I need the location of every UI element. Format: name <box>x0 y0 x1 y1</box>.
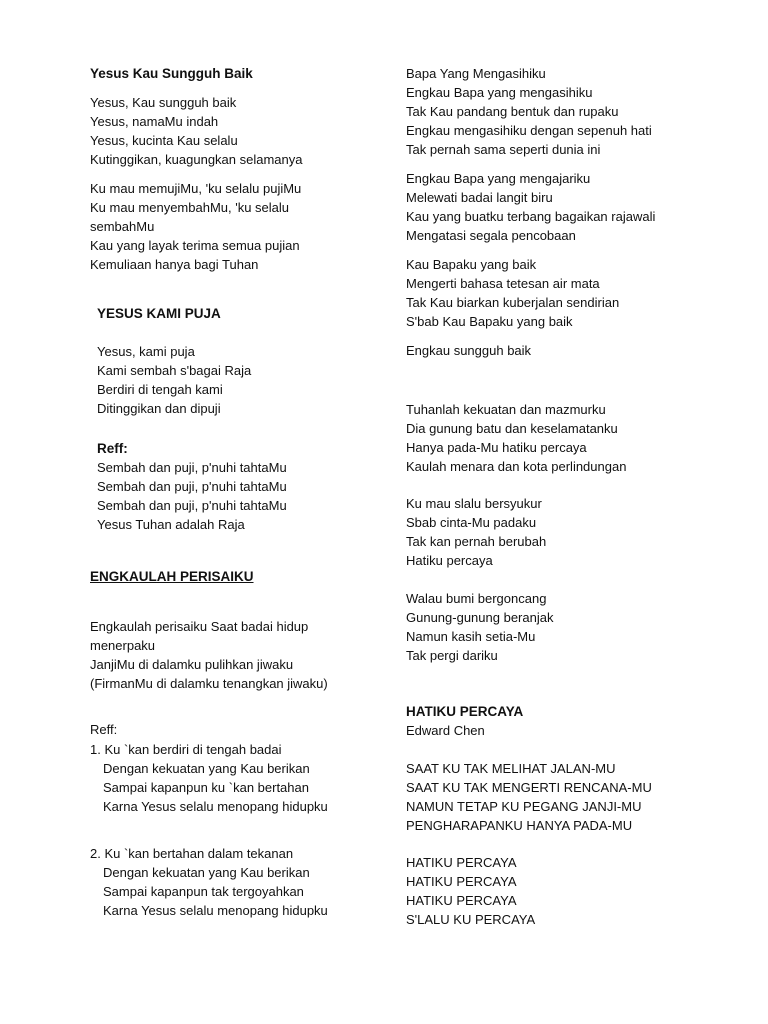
lyric-line: sembahMu <box>90 219 155 234</box>
lyric-line: Mengatasi segala pencobaan <box>406 228 576 243</box>
hatiku-verse-1 <box>406 759 652 835</box>
lyric-line: Ku mau slalu bersyukur <box>406 496 542 511</box>
lyric-line: Engkau mengasihiku dengan sepenuh hati <box>406 123 652 138</box>
lyric-line: HATIKU PERCAYA <box>406 893 517 908</box>
lyric-line: 1. Ku `kan berdiri di tengah badai <box>90 742 282 757</box>
lyric-line: Tuhanlah kekuatan dan mazmurku <box>406 402 606 417</box>
lyric-line: Ku mau memujiMu, 'ku selalu pujiMu <box>90 181 302 196</box>
lyric-line: Karna Yesus selalu menopang hidupku <box>103 799 328 814</box>
right-verse-1 <box>406 64 652 159</box>
right-verse-6 <box>406 494 546 570</box>
song-title-yesus-kami-puja: YESUS KAMI PUJA <box>97 306 221 321</box>
lyric-line: Yesus, Kau sungguh baik <box>90 95 237 110</box>
lyric-line: Gunung-gunung beranjak <box>406 610 554 625</box>
lyric-line: Dengan kekuatan yang Kau berikan <box>103 865 310 880</box>
right-verse-2 <box>406 169 655 245</box>
lyric-line: Tak pernah sama seperti dunia ini <box>406 142 601 157</box>
lyric-line: Hanya pada-Mu hatiku percaya <box>406 440 587 455</box>
lyric-line: Yesus, kami puja <box>97 344 195 359</box>
lyric-line: Ditinggikan dan dipuji <box>97 401 221 416</box>
song3-part1 <box>90 740 328 816</box>
song3-reff-label: Reff: <box>90 722 118 737</box>
song1-verse1 <box>90 93 302 169</box>
lyric-line: SAAT KU TAK MENGERTI RENCANA-MU <box>406 780 652 795</box>
lyric-line: Kaulah menara dan kota perlindungan <box>406 459 627 474</box>
lyric-line: Kemuliaan hanya bagi Tuhan <box>90 257 259 272</box>
lyric-line: Tak Kau biarkan kuberjalan sendirian <box>406 295 620 310</box>
song2-verse <box>97 342 251 418</box>
lyric-line: Dengan kekuatan yang Kau berikan <box>103 761 310 776</box>
lyric-line: S'bab Kau Bapaku yang baik <box>406 314 573 329</box>
lyric-line: Kutinggikan, kuagungkan selamanya <box>90 152 303 167</box>
song-author: Edward Chen <box>406 723 485 738</box>
song-title-engkaulah-perisaiku: ENGKAULAH PERISAIKU <box>90 569 254 584</box>
lyric-line: Engkaulah perisaiku Saat badai hidup <box>90 619 309 634</box>
lyric-line: Tak pergi dariku <box>406 648 498 663</box>
lyric-line: Mengerti bahasa tetesan air mata <box>406 276 600 291</box>
lyric-line: menerpaku <box>90 638 156 653</box>
lyric-line: (FirmanMu di dalamku tenangkan jiwaku) <box>90 676 328 691</box>
lyric-line: Tak kan pernah berubah <box>406 534 547 549</box>
lyric-line: JanjiMu di dalamku pulihkan jiwaku <box>90 657 294 672</box>
lyric-line: HATIKU PERCAYA <box>406 874 517 889</box>
lyric-line: Kau Bapaku yang baik <box>406 257 537 272</box>
lyric-line: Bapa Yang Mengasihiku <box>406 66 546 81</box>
lyric-line: Sembah dan puji, p'nuhi tahtaMu <box>97 460 287 475</box>
lyric-line: Melewati badai langit biru <box>406 190 553 205</box>
lyric-line: Kami sembah s'bagai Raja <box>97 363 252 378</box>
song3-part2 <box>90 844 328 920</box>
lyric-line: Dia gunung batu dan keselamatanku <box>406 421 618 436</box>
lyric-line: Tak Kau pandang bentuk dan rupaku <box>406 104 619 119</box>
lyric-line: Berdiri di tengah kami <box>97 382 223 397</box>
lyric-line: Sembah dan puji, p'nuhi tahtaMu <box>97 498 287 513</box>
lyric-line: Engkau Bapa yang mengasihiku <box>406 85 593 100</box>
lyric-line: Kau yang layak terima semua pujian <box>90 238 300 253</box>
lyric-line: Kau yang buatku terbang bagaikan rajawali <box>406 209 656 224</box>
right-verse-4 <box>406 341 531 360</box>
right-verse-7 <box>406 589 553 665</box>
lyric-line: Engkau Bapa yang mengajariku <box>406 171 591 186</box>
lyric-line: Karna Yesus selalu menopang hidupku <box>103 903 328 918</box>
lyric-line: Yesus Tuhan adalah Raja <box>97 517 245 532</box>
lyric-line: Yesus, kucinta Kau selalu <box>90 133 238 148</box>
lyric-line: Ku mau menyembahMu, 'ku selalu <box>90 200 290 215</box>
lyric-line: 2. Ku `kan bertahan dalam tekanan <box>90 846 294 861</box>
lyric-line: Walau bumi bergoncang <box>406 591 547 606</box>
song2-reff <box>97 458 287 534</box>
song3-verse <box>90 617 328 693</box>
lyric-line: Yesus, namaMu indah <box>90 114 219 129</box>
song-title-yesus-kau-sungguh-baik: Yesus Kau Sungguh Baik <box>90 66 253 81</box>
hatiku-verse-2 <box>406 853 535 929</box>
lyric-line: Sampai kapanpun ku `kan bertahan <box>103 780 309 795</box>
lyric-line: PENGHARAPANKU HANYA PADA-MU <box>406 818 633 833</box>
song1-verse2 <box>90 179 301 274</box>
lyric-line: Sembah dan puji, p'nuhi tahtaMu <box>97 479 287 494</box>
lyric-line: Hatiku percaya <box>406 553 493 568</box>
lyric-line: SAAT KU TAK MELIHAT JALAN-MU <box>406 761 616 776</box>
lyric-line: S'LALU KU PERCAYA <box>406 912 536 927</box>
right-verse-3 <box>406 255 619 331</box>
lyric-line: NAMUN TETAP KU PEGANG JANJI-MU <box>406 799 642 814</box>
right-verse-5 <box>406 400 626 476</box>
song-title-hatiku-percaya: HATIKU PERCAYA <box>406 704 524 719</box>
lyric-line: Namun kasih setia-Mu <box>406 629 536 644</box>
lyric-line: Sbab cinta-Mu padaku <box>406 515 537 530</box>
lyric-line: HATIKU PERCAYA <box>406 855 517 870</box>
song2-reff-label: Reff: <box>97 441 128 456</box>
lyric-line: Engkau sungguh baik <box>406 343 532 358</box>
lyric-line: Sampai kapanpun tak tergoyahkan <box>103 884 304 899</box>
